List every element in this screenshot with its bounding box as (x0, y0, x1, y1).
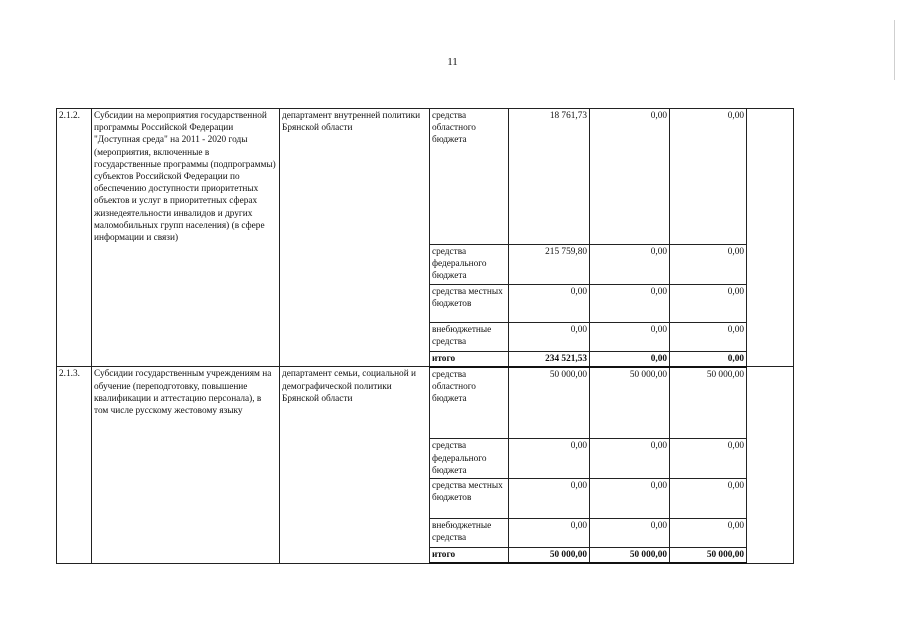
executor: департамент внутренней политики Брянской области (280, 109, 430, 367)
funding-source: итого (430, 547, 509, 563)
total-year-2: 0,00 (590, 351, 670, 367)
total-year-3: 0,00 (670, 351, 747, 367)
funding-source: итого (430, 351, 509, 367)
empty-cell (747, 367, 794, 563)
total-year-1: 50 000,00 (509, 547, 590, 563)
total-year-3: 50 000,00 (670, 547, 747, 563)
row-number: 2.1.3. (57, 367, 92, 563)
measure-name: Субсидии на мероприятия государственной программы Российской Федерации "Доступная среда" на 2011 - 2020 годы (мероприятия, включенные в государственные программы (подпрограммы) субъектов Российской Федерации по обеспечению доступности приоритетных объектов и услуг в приоритетных сферах жизнедеятельности инвалидов и других маломобильных групп населения) (в сфере информации и связи) (92, 109, 280, 367)
value-year-3: 0,00 (670, 109, 747, 245)
table-row (57, 109, 794, 245)
value-year-3: 0,00 (670, 322, 747, 351)
value-year-1: 0,00 (509, 439, 590, 479)
funding-source: средства областного бюджета (430, 109, 509, 245)
value-year-2: 0,00 (590, 439, 670, 479)
funding-source: средства местных бюджетов (430, 478, 509, 518)
funding-source: внебюджетные средства (430, 518, 509, 547)
total-year-2: 50 000,00 (590, 547, 670, 563)
value-year-1: 215 759,80 (509, 245, 590, 285)
value-year-3: 0,00 (670, 478, 747, 518)
value-year-1: 0,00 (509, 518, 590, 547)
measure-name: Субсидии государственным учреждениям на обучение (переподготовку, повышение квалификации и аттестацию персонала), в том числе русскому жестовому языку (92, 367, 280, 563)
funding-source: средства федерального бюджета (430, 439, 509, 479)
table-row (57, 367, 794, 439)
funding-source: средства областного бюджета (430, 367, 509, 439)
executor: департамент семьи, социальной и демографической политики Брянской области (280, 367, 430, 563)
row-number: 2.1.2. (57, 109, 92, 367)
value-year-1: 50 000,00 (509, 367, 590, 439)
value-year-2: 0,00 (590, 245, 670, 285)
value-year-2: 0,00 (590, 284, 670, 322)
empty-cell (747, 109, 794, 367)
value-year-1: 18 761,73 (509, 109, 590, 245)
value-year-1: 0,00 (509, 478, 590, 518)
funding-source: средства местных бюджетов (430, 284, 509, 322)
funding-source: внебюджетные средства (430, 322, 509, 351)
budget-table (56, 108, 794, 564)
value-year-3: 0,00 (670, 245, 747, 285)
value-year-3: 50 000,00 (670, 367, 747, 439)
page-number: 11 (447, 56, 458, 68)
scan-edge-line (894, 20, 895, 80)
value-year-3: 0,00 (670, 439, 747, 479)
total-year-1: 234 521,53 (509, 351, 590, 367)
funding-source: средства федерального бюджета (430, 245, 509, 285)
value-year-1: 0,00 (509, 284, 590, 322)
value-year-1: 0,00 (509, 322, 590, 351)
value-year-2: 0,00 (590, 478, 670, 518)
value-year-2: 0,00 (590, 518, 670, 547)
value-year-2: 50 000,00 (590, 367, 670, 439)
value-year-3: 0,00 (670, 284, 747, 322)
value-year-2: 0,00 (590, 322, 670, 351)
value-year-2: 0,00 (590, 109, 670, 245)
value-year-3: 0,00 (670, 518, 747, 547)
